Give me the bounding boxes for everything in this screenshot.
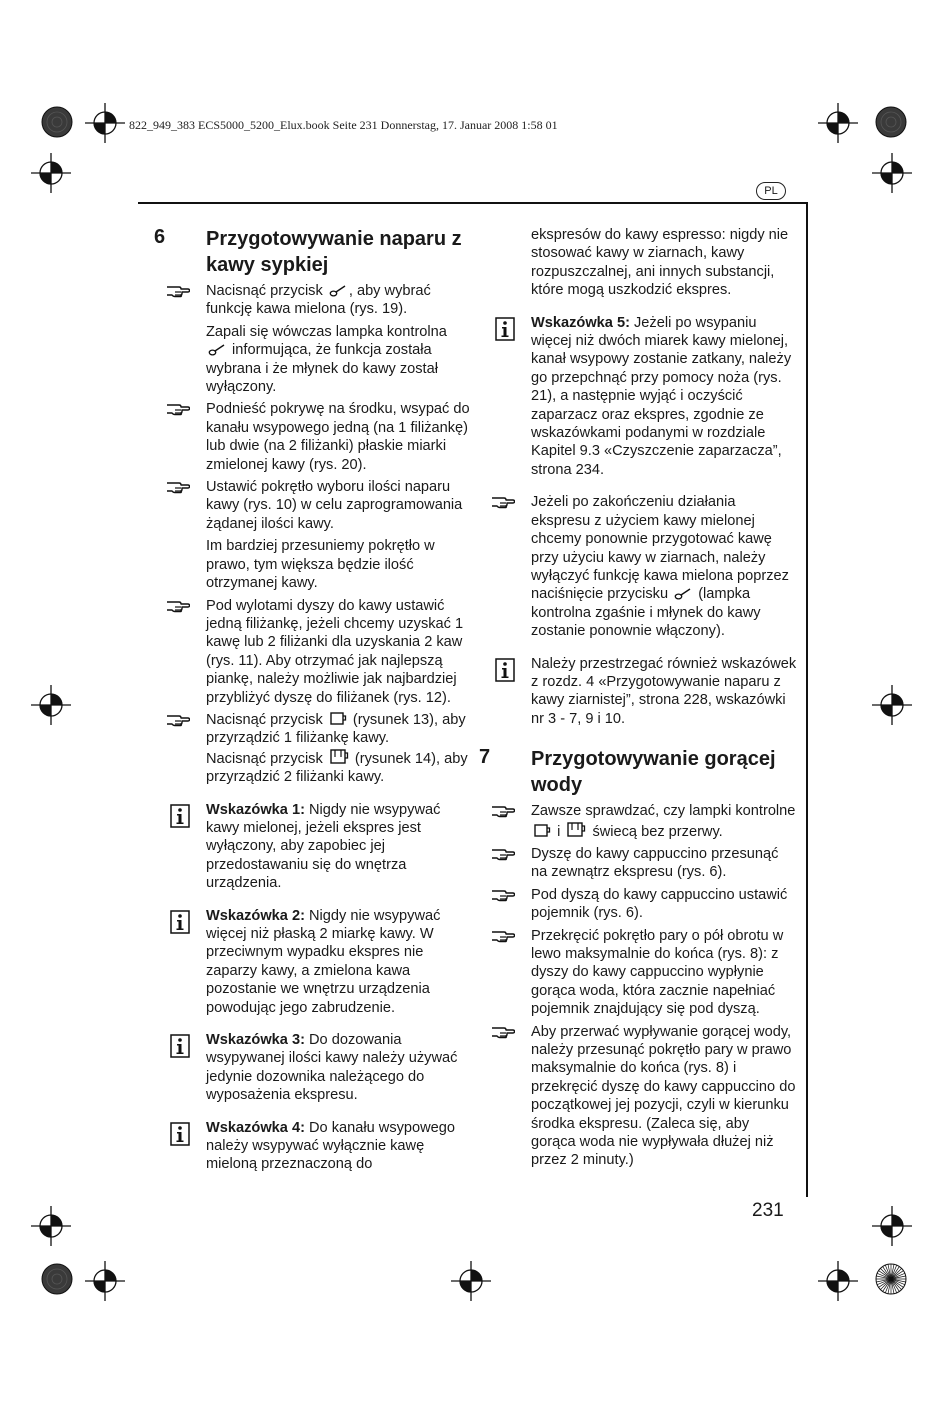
registration-mark-icon	[872, 153, 912, 193]
color-circle-icon	[41, 106, 73, 138]
instruction-step: Pod wylotami dyszy do kawy ustawić jedną filiżankę, jeżeli chcemy uzyskać 1 kawę lub 2 filiżanki dla uzyskania 2 kaw (rys. 11). Aby otrzymać jak najlepszą piankę, należy możliwie jak najbardziej przybliżyć dyszę do filiżanek (rys. 12).	[152, 597, 472, 707]
ground-coffee-spoon-icon	[674, 587, 692, 601]
instruction-step: Nacisnąć przycisk (rysunek 13), aby przyrządzić 1 filiżankę kawy. Nacisnąć przycisk (rysunek 14), aby przyrządzić 2 filiżanki kawy.	[152, 711, 472, 787]
text-paragraph: Im bardziej przesuniemy pokrętło w prawo, tym większa będzie ilość otrzymanej kawy.	[206, 538, 435, 592]
section-title: Przygotowywanie naparu z kawy sypkiej	[206, 228, 462, 276]
language-badge: PL	[756, 182, 786, 200]
pointing-hand-icon	[491, 846, 515, 862]
tip-5: Wskazówka 5: Jeżeli po wsypaniu więcej niż dwóch miarek kawy mielonej, kanał wsypowy zostanie zatkany, należy go przepchnąć przy pomocy noża (rys. 21), a następnie wyjąć i oczyścić zaparzacz oraz ekspres, zgodnie ze wskazówkami podanymi w rozdziale Kapitel 9.3 «Czyszczenie zaparzacza”, strona 234.	[477, 314, 797, 480]
registration-mark-icon	[451, 1261, 491, 1301]
instruction-step: Pod dyszą do kawy cappuccino ustawić pojemnik (rys. 6).	[477, 886, 797, 923]
registration-mark-icon	[872, 685, 912, 725]
text-paragraph: Zapali się wówczas lampka kontrolna informująca, że funkcja została wybrana i że młynek do kawy został wyłączony.	[206, 323, 447, 396]
registration-mark-icon	[85, 1261, 125, 1301]
print-header: 822_949_383 ECS5000_5200_Elux.book Seite 231 Donnerstag, 17. Januar 2008 1:58 01	[129, 118, 558, 132]
left-column	[152, 226, 472, 1188]
color-circle-icon	[875, 106, 907, 138]
registration-mark-icon	[31, 153, 71, 193]
pointing-hand-icon	[166, 283, 190, 299]
info-icon	[495, 317, 515, 341]
pointing-hand-icon	[166, 401, 190, 417]
starburst-icon	[41, 1263, 73, 1295]
ground-coffee-spoon-icon	[208, 343, 226, 357]
tip-4-continuation: ekspresów do kawy espresso: nigdy nie stosować kawy w ziarnach, kawy rozpuszczalnej, ani innych substancji, które mogą uszkodzić ekspres.	[531, 227, 789, 299]
one-cup-icon	[329, 711, 347, 727]
instruction-step: Ustawić pokrętło wyboru ilości naparu kawy (rys. 10) w celu zaprogramowania żądanej ilości kawy.	[152, 478, 472, 533]
pointing-hand-icon	[166, 479, 190, 495]
instruction-step: Nacisnąć przycisk , aby wybrać funkcję kawa mielona (rys. 19).	[152, 282, 472, 319]
pointing-hand-icon	[491, 803, 515, 819]
section-7-heading	[477, 746, 797, 798]
registration-mark-icon	[31, 685, 71, 725]
page-number: 231	[752, 1200, 784, 1221]
pointing-hand-icon	[491, 1024, 515, 1040]
registration-mark-icon	[85, 103, 125, 143]
registration-mark-icon	[818, 103, 858, 143]
registration-mark-icon	[31, 1206, 71, 1246]
instruction-step: Zawsze sprawdzać, czy lampki kontrolne i świecą bez przerwy.	[477, 802, 797, 841]
info-icon	[170, 1034, 190, 1058]
two-cups-icon	[329, 748, 349, 766]
tip-3: Wskazówka 3: Do dozowania wsypywanej ilości kawy należy używać jedynie dozownika należącego do wyposażenia ekspresu.	[152, 1031, 472, 1105]
section-number: 7	[479, 746, 491, 769]
info-icon	[495, 658, 515, 682]
pointing-hand-icon	[166, 598, 190, 614]
info-icon	[170, 910, 190, 934]
section-number: 6	[154, 226, 166, 248]
info-icon	[170, 1122, 190, 1146]
info-icon	[170, 804, 190, 828]
one-cup-icon	[533, 823, 551, 839]
instruction-step: Przekręcić pokrętło pary o pół obrotu w lewo maksymalnie do końca (rys. 8): z dyszy do kawy cappuccino wypłynie gorąca woda, która zacznie napełniać pojemnik znajdujący się pod dyszą.	[477, 927, 797, 1019]
tip-2: Wskazówka 2: Nigdy nie wsypywać więcej niż płaską 2 miarkę kawy. W przeciwnym wypadku ekspres nie zaparzy kawy, a zmielona kawa pozostanie we wnętrzu urządzenia powodując jego zabrudzenie.	[152, 907, 472, 1017]
right-rule	[806, 202, 808, 1197]
top-rule	[138, 202, 808, 204]
pointing-hand-icon	[491, 928, 515, 944]
registration-mark-icon	[818, 1261, 858, 1301]
right-column	[477, 226, 797, 1174]
pointing-hand-icon	[491, 887, 515, 903]
instruction-step: Podnieść pokrywę na środku, wsypać do kanału wsypowego jedną (na 1 filiżankę) lub dwie (na 2 filiżanki) płaskie miarki zmielonej kawy (rys. 20).	[152, 400, 472, 474]
pointing-hand-icon	[491, 494, 515, 510]
registration-mark-icon	[872, 1206, 912, 1246]
ground-coffee-spoon-icon	[329, 284, 347, 298]
starburst-icon	[875, 1263, 907, 1295]
info-note: Należy przestrzegać również wskazówek z rozdz. 4 «Przygotowywanie naparu z kawy ziarnistej”, strona 228, wskazówki nr 3 - 7, 9 i 10.	[477, 655, 797, 729]
two-cups-icon	[566, 821, 586, 839]
instruction-step: Jeżeli po zakończeniu działania ekspresu z użyciem kawy mielonej chcemy ponownie przygotować kawę przy użyciu kawy w ziarnach, należy wyłączyć funkcję kawa mielona poprzez naciśnięcie przycisku (lampka kontrolna zgaśnie i młynek do kawy zostanie ponownie włączony).	[477, 493, 797, 640]
instruction-step: Dyszę do kawy cappuccino przesunąć na zewnątrz ekspresu (rys. 6).	[477, 845, 797, 882]
section-title: Przygotowywanie gorącej wody	[531, 748, 776, 797]
section-6-heading	[152, 226, 472, 278]
tip-1: Wskazówka 1: Nigdy nie wsypywać kawy mielonej, jeżeli ekspres jest wyłączony, aby zapobiec jej przedostawaniu się do wnętrza urządzenia.	[152, 801, 472, 893]
tip-4: Wskazówka 4: Do kanału wsypowego należy wsypywać wyłącznie kawę mieloną przeznaczoną do	[152, 1119, 472, 1174]
pointing-hand-icon	[166, 712, 190, 728]
instruction-step: Aby przerwać wypływanie gorącej wody, należy przesunąć pokrętło pary w prawo maksymalnie do końca (rys. 8) i przekręcić dyszę do kawy cappuccino do początkowej jej pozycji, czyli w kierunku środka ekspresu. (Zaleca się, aby gorąca woda nie wypływała dłużej niż przez 2 minuty.)	[477, 1023, 797, 1170]
